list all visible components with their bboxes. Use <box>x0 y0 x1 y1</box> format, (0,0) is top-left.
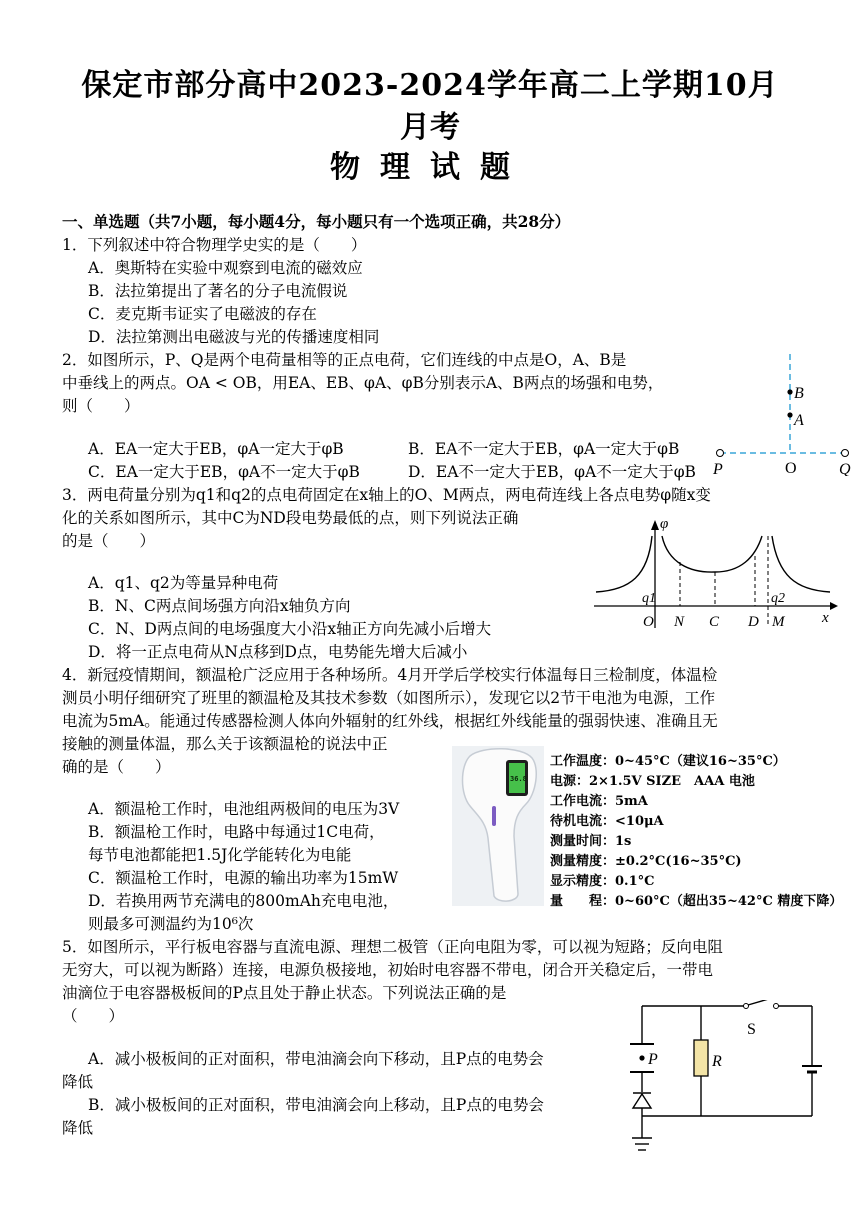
q5-stem-line-2: 无穷大，可以视为断路）连接，电源负极接地，初始时电容器不带电，闭合开关稳定后，一带电 <box>62 961 714 979</box>
subject-title: 物理试题 <box>330 150 530 185</box>
q5-option-b-cont: 降低 <box>62 1119 94 1137</box>
label-r: R <box>712 1053 722 1070</box>
left-curve <box>596 536 652 592</box>
spec-accuracy: 测量精度：±0.2°C(16~35°C) <box>550 854 742 869</box>
q5-stem-line-4: （ ） <box>62 1007 125 1025</box>
q3-option-b: B．N、C两点间场强方向沿x轴负方向 <box>88 597 351 615</box>
point-b <box>787 389 792 394</box>
spec-operating-temp: 工作温度：0~45°C（建议16~35°C） <box>550 754 786 769</box>
title-line-2: 月考 <box>400 110 460 145</box>
switch-contact-right <box>774 1004 779 1009</box>
q2-option-b: B．EA不一定大于EB，φA一定大于φB <box>408 440 680 458</box>
label-q: Q <box>839 461 851 476</box>
trigger-button <box>492 806 496 826</box>
q2-figure-charges <box>705 352 860 476</box>
q5-stem-line-1: 5．如图所示，平行板电容器与直流电源、理想二极管（正向电阻为零，可以视为短路；反向电阻 <box>62 938 723 956</box>
q3-figure-potential-graph <box>590 518 840 636</box>
q4-stem-line-5: 确的是（ ） <box>62 758 171 776</box>
q5-stem-line-3: 油滴位于电容器极板间的P点且处于静止状态。下列说法正确的是 <box>62 984 507 1002</box>
point-p <box>639 1055 644 1060</box>
label-q1: q1 <box>642 591 656 606</box>
q4-option-c: C．额温枪工作时，电源的输出功率为15mW <box>88 869 399 887</box>
middle-curve <box>662 536 762 572</box>
screen-reading: 36.8 <box>510 775 527 783</box>
q4-option-d-cont: 则最多可测温约为10⁶次 <box>88 915 254 933</box>
q1-option-b: B．法拉第提出了著名的分子电流假说 <box>88 282 348 300</box>
q4-stem-line-4: 接触的测量体温，那么关于该额温枪的说法中正 <box>62 735 388 753</box>
title-line-1: 保定市部分高中2023-2024学年高二上学期10月 <box>81 68 779 103</box>
charge-q <box>842 450 849 457</box>
q3-option-a: A．q1、q2为等量异种电荷 <box>88 574 279 592</box>
switch-contact-left <box>744 1004 749 1009</box>
section-heading: 一、单选题（共7小题，每小题4分，每小题只有一个选项正确，共28分） <box>62 212 571 231</box>
q5-option-a-cont: 降低 <box>62 1073 94 1091</box>
spec-measure-time: 测量时间：1s <box>550 834 632 849</box>
q5-option-a: A．减小极板间的正对面积，带电油滴会向下移动，且P点的电势会 <box>88 1050 544 1068</box>
label-a: A <box>794 412 804 429</box>
q5-option-b: B．减小极板间的正对面积，带电油滴会向上移动，且P点的电势会 <box>88 1096 544 1114</box>
q2-stem-line-3: 则（ ） <box>62 397 140 415</box>
spec-standby-current: 待机电流：<10μA <box>550 814 664 829</box>
q3-stem-line-3: 的是（ ） <box>62 532 156 550</box>
label-n: N <box>674 614 685 630</box>
label-c: C <box>709 614 720 630</box>
spec-display-precision: 显示精度：0.1°C <box>550 874 655 889</box>
spec-range: 量 程：0~60°C（超出35~42°C 精度下降） <box>550 894 843 909</box>
q2-option-c: C．EA一定大于EB，φA不一定大于φB <box>88 463 360 481</box>
q3-option-d: D．将一正点电荷从N点移到D点，电势能先增大后减小 <box>88 643 468 661</box>
q4-stem-line-2: 测员小明仔细研究了班里的额温枪及其技术参数（如图所示），发现它以2节干电池为电源，工作 <box>62 689 716 707</box>
label-d: D <box>748 614 759 630</box>
label-q2: q2 <box>771 591 785 606</box>
q4-option-a: A．额温枪工作时，电池组两极间的电压为3V <box>88 800 400 818</box>
label-p: P <box>713 461 723 476</box>
q5-circuit-diagram <box>612 1000 838 1164</box>
q1-option-c: C．麦克斯韦证实了电磁波的存在 <box>88 305 317 323</box>
right-curve <box>772 536 830 592</box>
thermometer-image <box>452 746 544 906</box>
q2-option-d: D．EA不一定大于EB，φA不一定大于φB <box>408 463 696 481</box>
label-s: S <box>747 1021 756 1038</box>
q3-option-c: C．N、D两点间的电场强度大小沿x轴正方向先减小后增大 <box>88 620 492 638</box>
label-m: M <box>772 614 785 630</box>
q1-stem: 1．下列叙述中符合物理学史实的是（ ） <box>62 236 367 254</box>
q3-stem-line-1: 3．两电荷量分别为q1和q2的点电荷固定在x轴上的O、M两点，两电荷连线上各点电势φ随x变 <box>62 486 711 504</box>
spec-power: 电源：2×1.5V SIZE AAA 电池 <box>550 774 755 789</box>
x-axis-arrow <box>830 602 838 610</box>
q4-stem-line-1: 4．新冠疫情期间，额温枪广泛应用于各种场所。4月开学后学校实行体温每日三检制度，体温检 <box>62 666 718 684</box>
charge-p <box>717 450 724 457</box>
label-o: O <box>785 460 797 476</box>
q1-option-d: D．法拉第测出电磁波与光的传播速度相同 <box>88 328 380 346</box>
switch-lever <box>748 1000 772 1005</box>
label-b: B <box>794 385 804 402</box>
q4-option-d: D．若换用两节充满电的800mAh充电电池， <box>88 892 399 910</box>
diode-triangle <box>633 1094 651 1108</box>
phi-axis-arrow <box>651 520 659 530</box>
q1-option-a: A．奥斯特在实验中观察到电流的磁效应 <box>88 259 363 277</box>
q2-stem-line-1: 2．如图所示，P、Q是两个电荷量相等的正点电荷，它们连线的中点是O，A、B是 <box>62 351 627 369</box>
resistor <box>694 1040 708 1076</box>
label-x: x <box>822 610 829 626</box>
q4-option-b-cont: 每节电池都能把1.5J化学能转化为电能 <box>88 846 352 864</box>
label-p: P <box>648 1051 658 1068</box>
spec-working-current: 工作电流：5mA <box>550 794 648 809</box>
point-a <box>787 412 792 417</box>
q4-stem-line-3: 电流为5mA。能通过传感器检测人体向外辐射的红外线，根据红外线能量的强弱快速、准确且无 <box>62 712 718 730</box>
q3-stem-line-2: 化的关系如图所示，其中C为ND段电势最低的点，则下列说法正确 <box>62 509 519 527</box>
q2-option-a: A．EA一定大于EB，φA一定大于φB <box>88 440 344 458</box>
label-o: O <box>643 614 654 630</box>
q4-option-b: B．额温枪工作时，电路中每通过1C电荷， <box>88 823 385 841</box>
label-phi: φ <box>660 518 669 532</box>
q2-stem-line-2: 中垂线上的两点。OA < OB，用EA、EB、φA、φB分别表示A、B两点的场强和电势， <box>62 374 664 392</box>
